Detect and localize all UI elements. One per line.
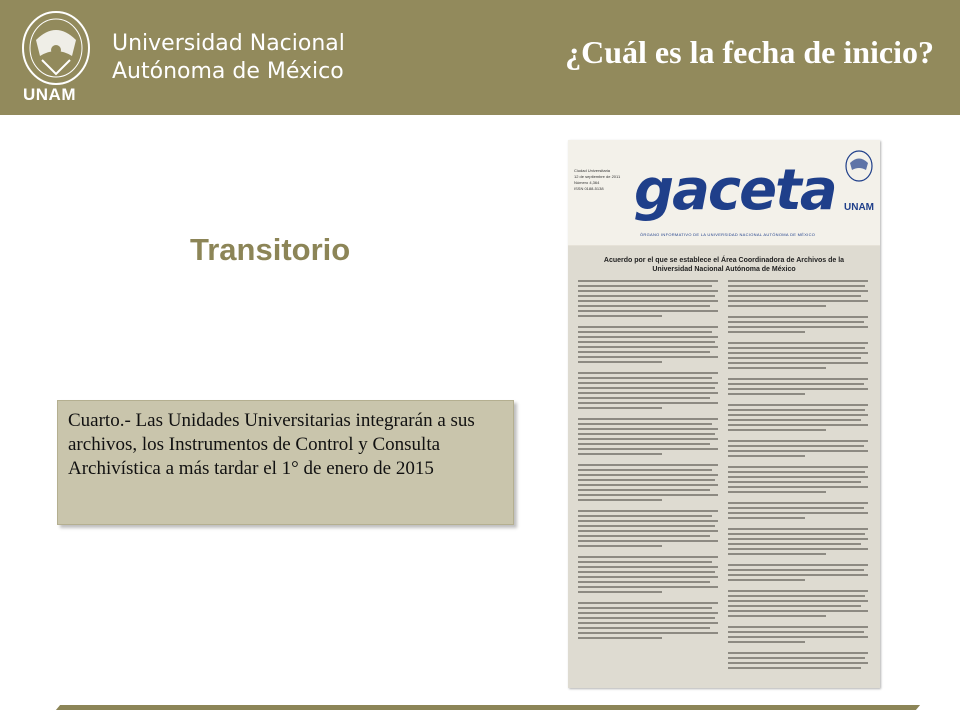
gaceta-text-line: [578, 540, 718, 542]
gaceta-text-line: [728, 626, 868, 628]
gaceta-text-line: [578, 632, 718, 634]
gaceta-text-line: [578, 453, 662, 455]
gaceta-text-line: [578, 525, 715, 527]
gaceta-text-line: [728, 414, 868, 416]
gaceta-text-line: [728, 574, 868, 576]
gaceta-text-line: [728, 352, 868, 354]
gaceta-text-line: [728, 280, 868, 282]
gaceta-text-line: [578, 576, 718, 578]
gaceta-text-line: [578, 372, 718, 374]
gaceta-text-line: [728, 450, 868, 452]
gaceta-text-line: [728, 466, 868, 468]
gaceta-text-line: [728, 631, 864, 633]
gaceta-newspaper-image: [568, 140, 880, 688]
gaceta-text-line: [578, 530, 718, 532]
gaceta-text-line: [728, 605, 861, 607]
gaceta-text-line: [578, 479, 715, 481]
gaceta-text-line: [728, 440, 868, 442]
gaceta-text-line: [578, 351, 710, 353]
gaceta-text-line: [578, 627, 710, 629]
gaceta-text-line: [728, 383, 864, 385]
gaceta-text-line: [728, 507, 864, 509]
gaceta-text-line: [728, 362, 868, 364]
gaceta-text-line: [728, 564, 868, 566]
gaceta-text-line: [728, 595, 865, 597]
gaceta-text-line: [578, 331, 712, 333]
gaceta-text-line: [578, 617, 715, 619]
gaceta-text-line: [578, 474, 718, 476]
gaceta-text-line: [728, 600, 868, 602]
gaceta-text-line: [578, 418, 718, 420]
gaceta-text-line: [578, 535, 710, 537]
gaceta-text-line: [728, 657, 865, 659]
gaceta-text-line: [728, 429, 826, 431]
gaceta-text-line: [578, 387, 715, 389]
gaceta-text-line: [728, 409, 865, 411]
gaceta-text-line: [578, 382, 718, 384]
gaceta-text-line: [578, 361, 662, 363]
gaceta-text-line: [578, 494, 718, 496]
gaceta-text-line: [728, 393, 805, 395]
gaceta-text-line: [578, 586, 718, 588]
gaceta-text-line: [578, 295, 715, 297]
quote-text: Cuarto.- Las Unidades Universitarias integrarán a sus archivos, los Instrumentos de Control y Consulta Archivística a más tardar el 1° de enero de 2015: [68, 410, 475, 479]
quote-box: [57, 400, 514, 525]
gaceta-column-left: [578, 280, 718, 680]
gaceta-text-line: [578, 285, 712, 287]
gaceta-text-line: [578, 581, 710, 583]
gaceta-text-line: [728, 548, 868, 550]
gaceta-text-line: [728, 419, 861, 421]
gaceta-text-line: [578, 622, 718, 624]
gaceta-text-line: [728, 652, 868, 654]
slide-question: ¿Cuál es la fecha de inicio?: [565, 34, 934, 70]
gaceta-paragraph-gap: [578, 642, 718, 648]
unam-seal-icon: [844, 150, 874, 182]
gaceta-column-right: [728, 280, 868, 680]
gaceta-text-line: [728, 502, 868, 504]
gaceta-text-line: [728, 367, 826, 369]
gaceta-brand: UNAM: [844, 202, 874, 213]
gaceta-text-line: [578, 315, 662, 317]
gaceta-text-line: [578, 556, 718, 558]
gaceta-text-line: [578, 545, 662, 547]
gaceta-text-line: [578, 602, 718, 604]
gaceta-text-line: [578, 499, 662, 501]
gaceta-text-line: [728, 378, 868, 380]
gaceta-text-line: [728, 569, 864, 571]
section-title: Transitorio: [190, 232, 351, 267]
gaceta-text-line: [728, 636, 868, 638]
gaceta-text-line: [578, 566, 718, 568]
gaceta-text-line: [728, 533, 865, 535]
gaceta-text-line: [728, 615, 826, 617]
gaceta-article: [568, 246, 880, 688]
gaceta-text-line: [728, 543, 861, 545]
gaceta-text-line: [728, 641, 805, 643]
gaceta-text-line: [728, 331, 805, 333]
gaceta-text-line: [728, 517, 805, 519]
gaceta-text-line: [578, 346, 718, 348]
gaceta-text-line: [728, 305, 826, 307]
gaceta-text-line: [578, 397, 710, 399]
gaceta-text-line: [578, 341, 715, 343]
gaceta-text-line: [578, 423, 712, 425]
gaceta-text-line: [728, 285, 865, 287]
gaceta-text-line: [578, 356, 718, 358]
gaceta-text-line: [728, 662, 868, 664]
gaceta-text-line: [578, 443, 710, 445]
gaceta-text-line: [728, 347, 865, 349]
gaceta-text-line: [578, 469, 712, 471]
gaceta-text-line: [578, 300, 718, 302]
gaceta-text-line: [728, 538, 868, 540]
gaceta-text-line: [578, 637, 662, 639]
unam-seal-icon: [20, 10, 92, 88]
gaceta-text-line: [728, 528, 868, 530]
gaceta-masthead: [568, 140, 880, 245]
gaceta-text-line: [728, 342, 868, 344]
gaceta-text-line: [728, 445, 864, 447]
gaceta-meta-line: 12 de septiembre de 2011: [574, 174, 621, 179]
gaceta-article-title: Acuerdo por el que se establece el Área Coordinadora de Archivos de la Universidad Nacional Autónoma de México: [603, 257, 845, 273]
gaceta-tagline: ÓRGANO INFORMATIVO DE LA UNIVERSIDAD NACIONAL AUTÓNOMA DE MÉXICO: [640, 232, 816, 237]
gaceta-text-line: [728, 300, 868, 302]
gaceta-text-line: [728, 290, 868, 292]
gaceta-text-line: [578, 310, 718, 312]
gaceta-text-line: [728, 357, 861, 359]
gaceta-meta: [574, 168, 620, 192]
gaceta-text-line: [578, 407, 662, 409]
gaceta-meta-line: ISSN 0188-5138: [574, 186, 604, 191]
gaceta-text-line: [728, 295, 861, 297]
gaceta-text-line: [728, 553, 826, 555]
gaceta-text-line: [578, 561, 712, 563]
gaceta-text-line: [728, 476, 868, 478]
gaceta-text-line: [578, 280, 718, 282]
gaceta-text-line: [578, 305, 710, 307]
gaceta-text-line: [578, 402, 718, 404]
gaceta-text-line: [578, 612, 718, 614]
gaceta-text-line: [578, 377, 712, 379]
university-name-line2: Autónoma de México: [112, 59, 344, 84]
gaceta-text-line: [728, 471, 865, 473]
university-name: [112, 30, 345, 86]
gaceta-text-line: [578, 392, 718, 394]
gaceta-text-line: [578, 336, 718, 338]
gaceta-text-line: [728, 610, 868, 612]
gaceta-logo: gaceta: [634, 158, 836, 223]
gaceta-text-line: [728, 404, 868, 406]
gaceta-text-line: [578, 438, 718, 440]
gaceta-text-line: [728, 481, 861, 483]
gaceta-text-line: [728, 455, 805, 457]
gaceta-meta-line: Ciudad Universitaria: [574, 168, 611, 173]
gaceta-text-line: [578, 484, 718, 486]
gaceta-text-line: [728, 316, 868, 318]
gaceta-text-line: [578, 448, 718, 450]
unam-logo-text: UNAM: [23, 85, 76, 104]
gaceta-text-line: [578, 290, 718, 292]
gaceta-text-line: [578, 464, 718, 466]
gaceta-text-line: [728, 321, 864, 323]
gaceta-text-line: [728, 590, 868, 592]
footer-divider: [56, 705, 920, 710]
gaceta-text-line: [578, 607, 712, 609]
gaceta-text-line: [728, 486, 868, 488]
gaceta-text-line: [728, 388, 868, 390]
gaceta-text-line: [578, 489, 710, 491]
gaceta-text-line: [578, 326, 718, 328]
gaceta-text-line: [728, 579, 805, 581]
gaceta-text-line: [578, 591, 662, 593]
gaceta-text-line: [728, 491, 826, 493]
header-bar: [0, 0, 960, 115]
gaceta-text-line: [578, 571, 715, 573]
university-name-line1: Universidad Nacional: [112, 31, 345, 56]
gaceta-text-line: [728, 424, 868, 426]
gaceta-text-line: [728, 667, 861, 669]
gaceta-meta-line: Número 4,364: [574, 180, 600, 185]
gaceta-text-line: [728, 512, 868, 514]
gaceta-text-line: [728, 326, 868, 328]
gaceta-text-line: [578, 510, 718, 512]
gaceta-text-line: [578, 515, 712, 517]
gaceta-text-line: [578, 428, 718, 430]
gaceta-text-line: [578, 433, 715, 435]
gaceta-text-line: [578, 520, 718, 522]
